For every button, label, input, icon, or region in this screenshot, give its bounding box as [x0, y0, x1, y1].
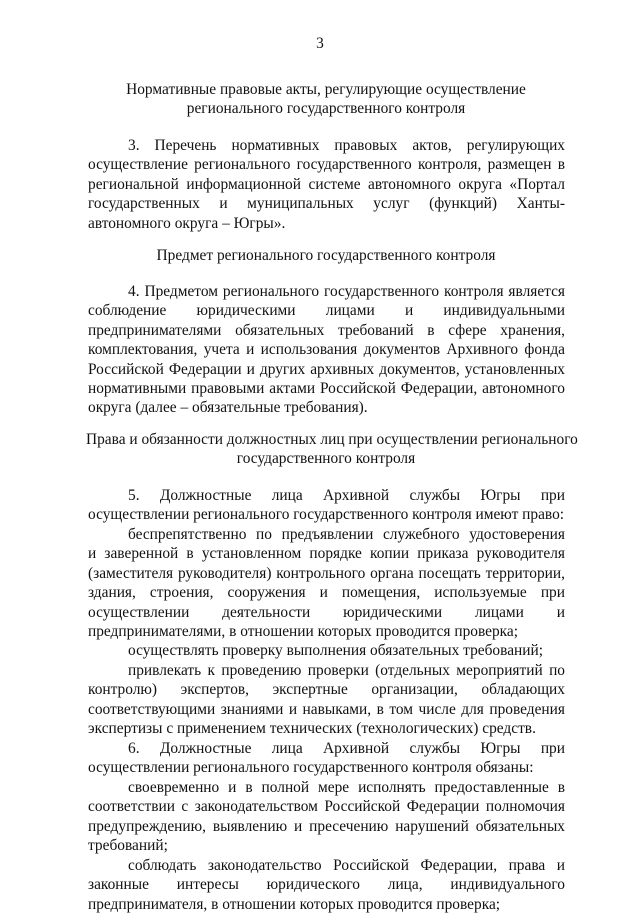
text-line: округа (далее – обязательные требования).	[88, 399, 368, 417]
text-line: контролю) экспертов, экспертные организации, обладающих	[88, 681, 565, 699]
text-line: предпринимателя, в отношении которых проводится проверка;	[88, 895, 501, 913]
text-line: осуществлении регионального государственного контроля имеют право:	[88, 506, 565, 524]
text-line: соблюдать законодательство Российской Федерации, права и	[128, 857, 565, 874]
paragraph-right-1	[88, 525, 565, 641]
text-line: 4. Предметом регионального государственного контроля является	[128, 283, 565, 300]
section-heading-subject	[86, 246, 566, 265]
text-line: законные интересы юридического лица, индивидуального	[88, 876, 565, 894]
text-line: осуществлении регионального государственного контроля обязаны:	[88, 759, 534, 777]
text-line: экспертизы с применением технических (технологических) средств.	[88, 720, 536, 738]
text-line: предпринимателями обязательных требований в сфере хранения,	[88, 321, 565, 339]
text-line: беспрепятственно по предъявлении служебного удостоверения	[128, 526, 565, 543]
paragraph-item-5	[88, 486, 565, 525]
text-line: привлекать к проведению проверки (отдельных мероприятий по	[128, 662, 565, 679]
heading-line: регионального государственного контроля	[186, 100, 466, 118]
text-line: осуществление регионального государственного контроля, размещен в	[88, 156, 565, 174]
text-line: и заверенной в установленном порядке копии приказа руководителя	[88, 545, 565, 563]
paragraph-right-2	[88, 641, 565, 660]
text-line: 5. Должностные лица Архивной службы Югры при	[128, 487, 565, 504]
text-line: 3. Перечень нормативных правовых актов, регулирующих	[128, 137, 565, 154]
text-line: автономного округа – Югры».	[88, 214, 286, 232]
heading-line: Нормативные правовые акты, регулирующие осуществление	[126, 81, 526, 98]
heading-line: государственного контроля	[236, 450, 416, 468]
section-heading-normative-acts	[86, 80, 566, 119]
text-line: соблюдение юридическими лицами и индивидуальными	[88, 302, 565, 320]
section-heading-rights-duties	[86, 430, 578, 469]
text-line: государственных и муниципальных услуг (функций) Ханты-	[88, 195, 565, 213]
text-line: здания, строения, сооружения и помещения, используемые при	[88, 584, 565, 602]
paragraph-duty-2	[88, 856, 565, 914]
heading-line: Права и обязанности должностных лиц при осуществлении регионального	[86, 431, 578, 448]
text-line: 6. Должностные лица Архивной службы Югры при	[128, 740, 565, 757]
text-line: комплектования, учета и использования документов Архивного фонда	[88, 341, 565, 359]
text-line: региональной информационной системе автономного округа «Портал	[88, 175, 565, 193]
paragraph-item-6	[88, 739, 565, 778]
text-line: Российской Федерации и других архивных документов, установленных	[88, 360, 565, 378]
text-line: требований;	[88, 837, 168, 855]
text-line: соответствующими знаниями и навыками, в том числе для проведения	[88, 700, 565, 718]
text-line: предпринимателями, в отношении которых проводится проверка;	[88, 622, 519, 640]
text-line: осуществлении деятельности юридическими лицами и	[88, 603, 565, 621]
page-number: 3	[316, 35, 324, 52]
text-line: своевременно и в полной мере исполнять предоставленные в	[128, 779, 565, 796]
text-line: (заместителя руководителя) контрольного органа посещать территории,	[88, 564, 565, 582]
paragraph-item-3	[88, 136, 565, 233]
heading-line: Предмет регионального государственного контроля	[156, 247, 496, 264]
text-line: нормативными правовыми актами Российской Федерации, автономного	[88, 379, 565, 397]
text-line: соответствии с законодательством Российской Федерации полномочия	[88, 798, 565, 816]
paragraph-item-4	[88, 282, 565, 418]
paragraph-right-3	[88, 661, 565, 739]
paragraph-duty-1	[88, 778, 565, 856]
text-line: предупреждению, выявлению и пресечению нарушений обязательных	[88, 817, 565, 835]
text-line: осуществлять проверку выполнения обязательных требований;	[128, 642, 544, 659]
